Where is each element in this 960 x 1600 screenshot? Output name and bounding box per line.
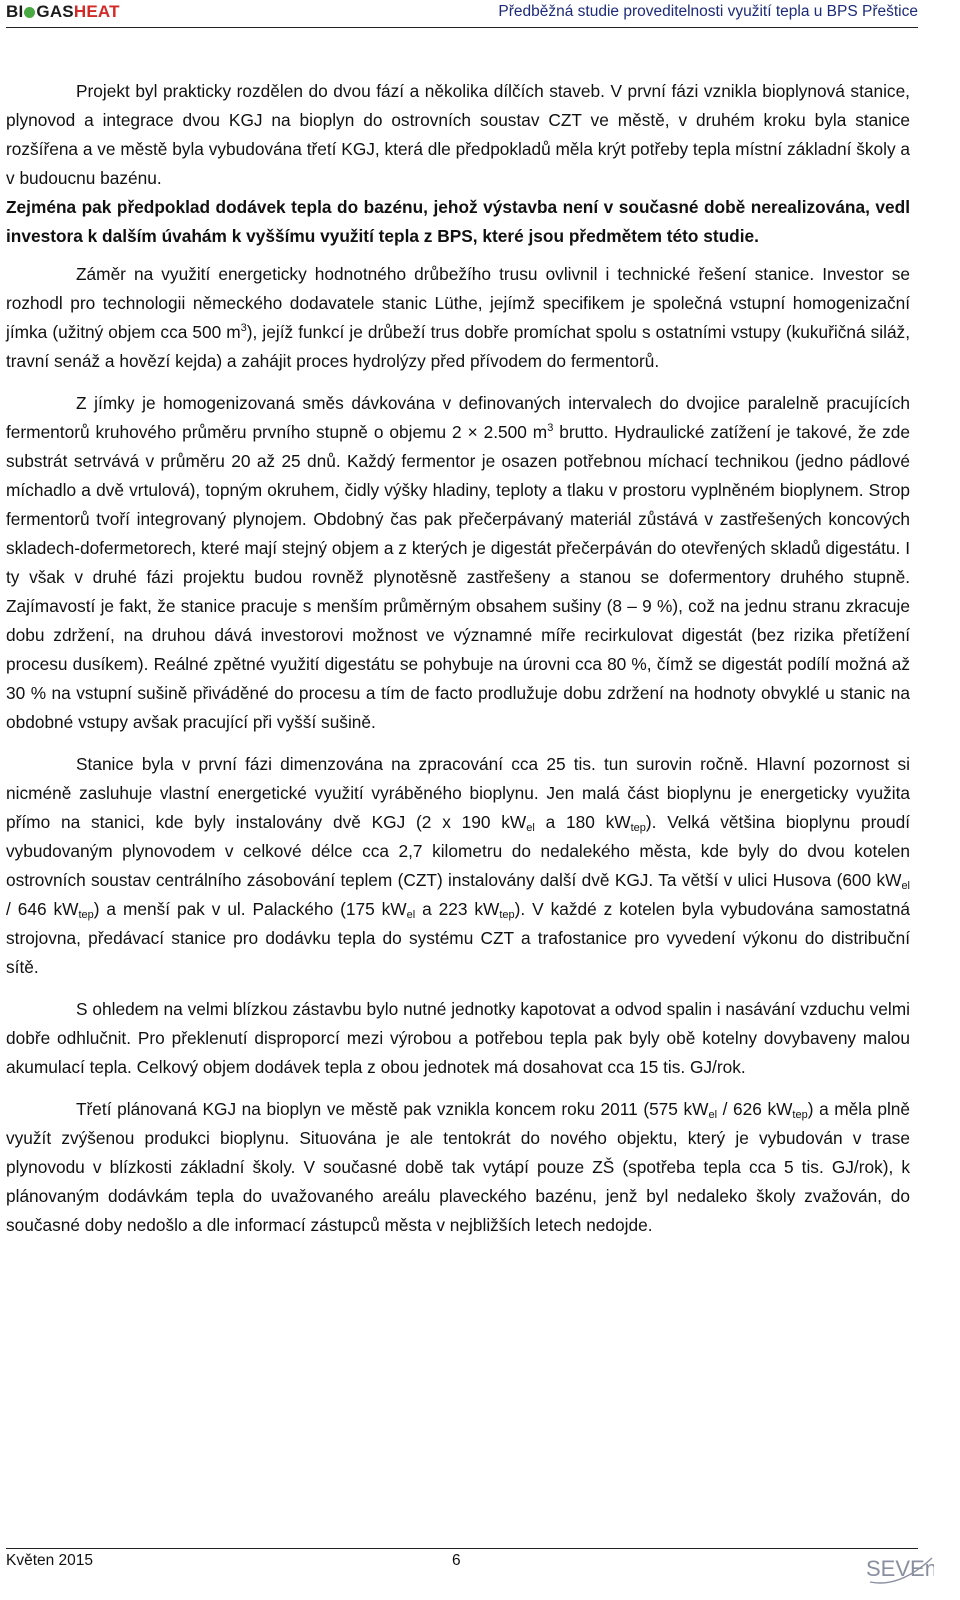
document-body [6, 77, 910, 1240]
seven-logo [866, 1552, 934, 1588]
seven-logo-icon [866, 1552, 934, 1588]
header-divider [6, 27, 918, 28]
logo-leaf-icon [24, 7, 35, 18]
footer-divider [6, 1548, 918, 1549]
paragraph-station-capacity: Stanice byla v první fázi dimenzována na zpracování cca 25 tis. tun surovin ročně. Hlavní pozornost si nicméně zasluhuje vlastní energetické využití vyráběného bioplynu. Jen malá část bioplynu je energeticky využita přímo na stanici, kde byly instalovány dvě KGJ (2 x 190 $kW_{el}$ a 180 $kW_{tep}$). Velká většina bioplynu proudí vybudovaným plynovodem v celkové délce cca 2,7 kilometru do nedalekého města, kde byly do dvou kotelen ostrovních soustav centrálního zásobování teplem (CZT) instalovány další dvě KGJ. Ta větší v ulici Husova (600 $kW_{el} / 646$ $kW_{tep}$) a menší pak v ul. Palackého (175 $kW_{el}$ a 223 $kW_{tep}$). V každé z kotelen byla vybudována samostatná strojovna, předávací stanice pro dodávku tepla do systému CZT a trafostanice pro vyvedení výkonu do distribuční sítě. [6, 754, 910, 977]
biogasheat-logo: BI GASHEAT [6, 2, 120, 21]
paragraph-pool-heat-bold: Zejména pak předpoklad dodávek tepla do bazénu, jehož výstavba není v současné době nerealizována, vedl investora k dalším úvahám k vyššímu využití tepla z BPS, které jsou předmětem této studie. [6, 197, 910, 246]
paragraph-technology: Záměr na využití energeticky hodnotného drůbežího trusu ovlivnil i technické řešení stanice. Investor se rozhodl pro technologii německého dodavatele stanic Lüthe, jejímž specifikem je společná vstupní homogenizační jímka (užitný objem cca 500 $m^3$), jejíž funkcí je drůbeží trus dobře promíchat spolu s ostatními vstupy (kukuřičná siláž, travní senáž a hovězí kejda) a zahájit proces hydrolýzy před přívodem do fermentorů. [6, 264, 910, 371]
svg-text:SEVEn: SEVEn [866, 1556, 934, 1581]
paragraph-noise-accumulation: S ohledem na velmi blízkou zástavbu bylo nutné jednotky kapotovat a odvod spalin i nasávání vzduchu velmi dobře odhlučnit. Pro překlenutí disproporcí mezi výrobou a potřebou tepla pak byly obě kotelny dovybaveny malou akumulací tepla. Celkový objem dodávek tepla z obou jednotek má dosahovat cca 15 tis. GJ/rok. [6, 999, 910, 1077]
paragraph-third-kgj: Třetí plánovaná KGJ na bioplyn ve městě pak vznikla koncem roku 2011 (575 $kW_{el} / 626$ $kW_{tep}$) a měla plně využít zvýšenou produkci bioplynu. Situována je ale tentokrát do nového objektu, který je vybudován v trase plynovodu v blízkosti základní školy. V současné době tak vytápí pouze ZŠ (spotřeba tepla cca 5 tis. GJ/rok), k plánovaným dodávkám tepla do uvažovaného areálu plaveckého bazénu, jenž byl nedaleko školy zvažován, do současné doby nedošlo a dle informací zástupců města v nejbližších letech nedojde. [6, 1099, 911, 1235]
paragraph-fermentors: Z jímky je homogenizovaná směs dávkována v definovaných intervalech do dvojice paralelně pracujících fermentorů kruhového průměru prvního stupně o objemu 2 × 2.500 $m^3$ brutto. Hydraulické zatížení je takové, že zde substrát setrvává v průměru 20 až 25 dnů. Každý fermentor je osazen potřebnou míchací technikou (jedno pádlové míchadlo a dvě vrtulová), topným okruhem, čidly výšky hladiny, teploty a tlaku v prostoru vyplněném bioplynem. Strop fermentorů tvoří integrovaný plynojem. Obdobný čas pak přečerpávaný materiál zůstává v zastřešených koncových skladech-dofermetorech, které mají stejný objem a z kterých je digestát přečerpáván do otevřených skladů digestátu. I ty však v druhé fázi projektu budou rovněž plynotěsně zastřešeny a stanou se dofermentory druhého stupně. Zajímavostí je fakt, že stanice pracuje s menším průměrným obsahem sušiny (8 – 9 %), což na jednu stranu zkracuje dobu zdržení, na druhou dává investorovi možnost ve významné míře recirkulovat digestát (bez rizika přetížení procesu dusíkem). Reálné zpětné využití digestátu se pohybuje na úrovni cca 80 %, čímž se digestát podílí možná až 30 % na vstupní sušině přiváděné do procesu a tím de facto prodlužuje dobu zdržení na hodnoty obvyklé u stanic na obdobné vstupy avšak pracující při vyšší sušině. [6, 393, 910, 732]
paragraph-project-phases: Projekt byl prakticky rozdělen do dvou fází a několika dílčích staveb. V první fázi vznikla bioplynová stanice, plynovod a integrace dvou KGJ na bioplyn do ostrovních soustav CZT ve městě, v druhém kroku byla stanice rozšířena a ve městě byla vybudována třetí KGJ, která dle předpokladů měla krýt potřeby tepla místní základní školy a v budoucnu bazénu. [6, 81, 910, 188]
footer-date: Květen 2015 [6, 1552, 94, 1569]
document-title: Předběžná studie proveditelnosti využití tepla u BPS Přeštice [498, 3, 918, 20]
page-header [6, 0, 918, 24]
page-number: 6 [452, 1552, 461, 1569]
